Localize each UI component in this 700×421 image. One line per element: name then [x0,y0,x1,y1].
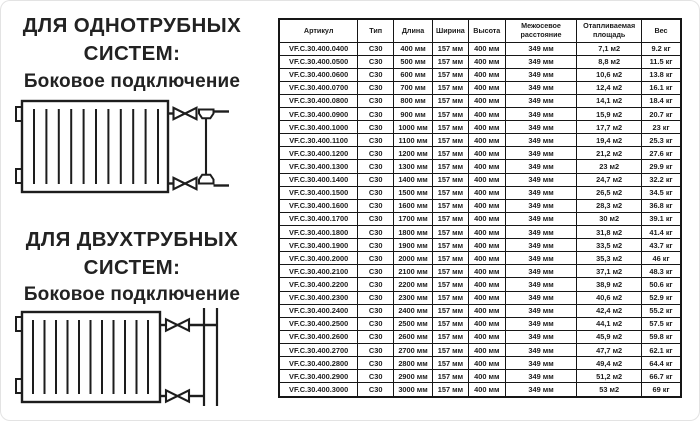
table-cell: 36.8 кг [642,199,681,212]
tee-fitting-top [199,110,214,119]
table-cell: 13.8 кг [642,68,681,81]
column-header: Межосевое расстояние [505,19,577,42]
table-cell: 1500 мм [394,186,433,199]
table-cell: 28,3 м2 [577,199,642,212]
table-cell: C30 [358,147,394,160]
radiator-spec-table [278,18,682,398]
table-cell: 400 мм [468,357,505,370]
table-row [279,265,681,278]
table-row [279,304,681,317]
radiator-fins [33,320,148,394]
table-row [279,370,681,383]
table-cell: C30 [358,304,394,317]
table-cell: 400 мм [468,199,505,212]
table-cell: C30 [358,134,394,147]
table-cell: 157 мм [433,121,469,134]
table-row [279,94,681,107]
table-cell: 2100 мм [394,265,433,278]
table-cell: VF.C.30.400.0800 [279,94,358,107]
table-cell: 400 мм [468,265,505,278]
table-cell: 400 мм [468,317,505,330]
two-pipe-title [6,226,258,282]
two-pipe-diagram [0,306,260,419]
table-cell: 69 кг [642,383,681,397]
table-cell: 400 мм [468,94,505,107]
table-cell: 349 мм [505,212,577,225]
table-row [279,383,681,397]
table-cell: 900 мм [394,108,433,121]
table-cell: 157 мм [433,252,469,265]
table-cell: VF.C.30.400.1800 [279,226,358,239]
table-cell: 400 мм [468,81,505,94]
table-cell: 64.4 кг [642,357,681,370]
table-cell: C30 [358,212,394,225]
two-pipe-scheme-drawing [0,306,260,419]
table-cell: 3000 мм [394,383,433,397]
table-cell: 23 м2 [577,160,642,173]
table-cell: 24,7 м2 [577,173,642,186]
table-cell: 349 мм [505,147,577,160]
table-row [279,317,681,330]
table-cell: 400 мм [394,42,433,55]
table-cell: 30 м2 [577,212,642,225]
radiator-fins [34,109,158,184]
table-cell: 349 мм [505,370,577,383]
table-cell: 157 мм [433,160,469,173]
table-cell: 400 мм [468,134,505,147]
table-cell: 349 мм [505,265,577,278]
table-cell: VF.C.30.400.2700 [279,344,358,357]
spec-table-body [279,42,681,397]
radiator-tab-top [16,107,22,121]
table-cell: 349 мм [505,42,577,55]
column-header: Тип [358,19,394,42]
table-cell: 53 м2 [577,383,642,397]
single-pipe-subtitle: Боковое подключение [23,71,241,92]
table-cell: 349 мм [505,173,577,186]
table-cell: 8,8 м2 [577,55,642,68]
single-pipe-title [6,12,258,68]
table-cell: 400 мм [468,304,505,317]
table-cell: 25.3 кг [642,134,681,147]
valve-icon-top [174,108,197,119]
table-cell: 400 мм [468,108,505,121]
table-cell: 157 мм [433,199,469,212]
table-cell: 157 мм [433,55,469,68]
column-header: Высота [468,19,505,42]
table-cell: 9.2 кг [642,42,681,55]
table-cell: C30 [358,252,394,265]
table-cell: 349 мм [505,357,577,370]
table-cell: 47,7 м2 [577,344,642,357]
table-cell: 55.2 кг [642,304,681,317]
table-cell: VF.C.30.400.2200 [279,278,358,291]
table-cell: C30 [358,265,394,278]
table-cell: C30 [358,186,394,199]
table-cell: 349 мм [505,383,577,397]
table-cell: 800 мм [394,94,433,107]
table-cell: 29.9 кг [642,160,681,173]
table-cell: C30 [358,278,394,291]
table-row [279,134,681,147]
table-cell: 400 мм [468,344,505,357]
table-cell: 2300 мм [394,291,433,304]
table-cell: 157 мм [433,304,469,317]
table-row [279,278,681,291]
table-cell: 400 мм [468,212,505,225]
table-row [279,239,681,252]
column-header: Вес [642,19,681,42]
table-row [279,160,681,173]
table-row [279,55,681,68]
table-cell: 400 мм [468,239,505,252]
table-cell: 349 мм [505,344,577,357]
table-cell: 40,6 м2 [577,291,642,304]
tee-fitting-bottom [199,175,214,184]
table-cell: VF.C.30.400.2500 [279,317,358,330]
table-cell: 400 мм [468,291,505,304]
table-cell: 1000 мм [394,121,433,134]
table-row [279,330,681,343]
table-cell: 400 мм [468,186,505,199]
table-cell: VF.C.30.400.2800 [279,357,358,370]
table-cell: 15,9 м2 [577,108,642,121]
table-cell: VF.C.30.400.1300 [279,160,358,173]
table-cell: 34.5 кг [642,186,681,199]
column-header: Ширина [433,19,469,42]
table-cell: 157 мм [433,357,469,370]
column-header: Артикул [279,19,358,42]
table-cell: 2600 мм [394,330,433,343]
table-cell: 44,1 м2 [577,317,642,330]
table-cell: 2400 мм [394,304,433,317]
schemes-panel [0,0,272,421]
table-cell: 157 мм [433,94,469,107]
radiator-tab-top [16,317,22,331]
single-pipe-title-line2: СИСТЕМ: [83,42,181,65]
table-row [279,81,681,94]
table-cell: 157 мм [433,186,469,199]
table-cell: 157 мм [433,291,469,304]
table-cell: 400 мм [468,252,505,265]
table-cell: C30 [358,291,394,304]
table-cell: 157 мм [433,147,469,160]
table-cell: VF.C.30.400.1700 [279,212,358,225]
column-header: Длина [394,19,433,42]
table-cell: 349 мм [505,186,577,199]
two-pipe-title-line2: СИСТЕМ: [83,256,181,279]
table-cell: 20.7 кг [642,108,681,121]
table-cell: 66.7 кг [642,370,681,383]
table-cell: 35,3 м2 [577,252,642,265]
table-cell: 18.4 кг [642,94,681,107]
table-cell: 400 мм [468,173,505,186]
table-cell: C30 [358,68,394,81]
table-cell: VF.C.30.400.2600 [279,330,358,343]
table-cell: VF.C.30.400.1400 [279,173,358,186]
table-cell: 2200 мм [394,278,433,291]
table-cell: 349 мм [505,199,577,212]
table-cell: 349 мм [505,94,577,107]
table-cell: 400 мм [468,160,505,173]
table-cell: VF.C.30.400.1900 [279,239,358,252]
table-cell: 1200 мм [394,147,433,160]
table-cell: C30 [358,160,394,173]
table-row [279,68,681,81]
table-cell: 26,5 м2 [577,186,642,199]
table-cell: 157 мм [433,173,469,186]
table-cell: 11.5 кг [642,55,681,68]
table-cell: 349 мм [505,81,577,94]
valve-icon-top [166,319,189,330]
single-pipe-scheme-drawing [0,95,260,198]
table-cell: 157 мм [433,370,469,383]
table-cell: C30 [358,94,394,107]
two-pipe-title-line1: ДЛЯ ДВУХТРУБНЫХ [25,228,239,251]
table-cell: 400 мм [468,42,505,55]
table-cell: 37,1 м2 [577,265,642,278]
valve-icon-bottom [174,178,197,189]
table-row [279,252,681,265]
table-cell: VF.C.30.400.1100 [279,134,358,147]
table-cell: VF.C.30.400.0600 [279,68,358,81]
table-cell: C30 [358,370,394,383]
table-row [279,212,681,225]
table-cell: 157 мм [433,68,469,81]
table-cell: 2000 мм [394,252,433,265]
table-cell: 59.8 кг [642,330,681,343]
table-cell: 349 мм [505,252,577,265]
table-cell: 2500 мм [394,317,433,330]
table-cell: VF.C.30.400.0500 [279,55,358,68]
table-cell: 349 мм [505,304,577,317]
table-cell: 157 мм [433,265,469,278]
table-cell: 14,1 м2 [577,94,642,107]
table-cell: VF.C.30.400.0900 [279,108,358,121]
table-cell: VF.C.30.400.0400 [279,42,358,55]
table-cell: 500 мм [394,55,433,68]
table-cell: 157 мм [433,108,469,121]
table-cell: 38,9 м2 [577,278,642,291]
table-cell: 1400 мм [394,173,433,186]
table-cell: 349 мм [505,291,577,304]
table-cell: 7,1 м2 [577,42,642,55]
table-row [279,291,681,304]
table-cell: 42,4 м2 [577,304,642,317]
table-cell: 600 мм [394,68,433,81]
table-cell: 157 мм [433,212,469,225]
table-cell: 157 мм [433,344,469,357]
table-cell: 52.9 кг [642,291,681,304]
table-cell: 400 мм [468,147,505,160]
table-cell: 49,4 м2 [577,357,642,370]
table-cell: C30 [358,42,394,55]
table-cell: 349 мм [505,68,577,81]
table-cell: 50.6 кг [642,278,681,291]
spec-table-header [279,19,681,42]
table-cell: 157 мм [433,226,469,239]
table-cell: 349 мм [505,55,577,68]
table-cell: 400 мм [468,330,505,343]
table-cell: C30 [358,108,394,121]
table-cell: 27.6 кг [642,147,681,160]
table-cell: 157 мм [433,81,469,94]
table-cell: 1600 мм [394,199,433,212]
table-cell: VF.C.30.400.1500 [279,186,358,199]
table-cell: 1900 мм [394,239,433,252]
table-cell: 43.7 кг [642,239,681,252]
table-cell: 400 мм [468,121,505,134]
table-cell: 17,7 м2 [577,121,642,134]
table-cell: 400 мм [468,383,505,397]
table-cell: 157 мм [433,330,469,343]
table-cell: 2900 мм [394,370,433,383]
table-row [279,147,681,160]
table-cell: C30 [358,55,394,68]
table-cell: 349 мм [505,108,577,121]
table-cell: 157 мм [433,134,469,147]
table-row [279,357,681,370]
table-cell: C30 [358,357,394,370]
table-cell: 10,6 м2 [577,68,642,81]
table-row [279,42,681,55]
table-cell: 400 мм [468,226,505,239]
table-row [279,226,681,239]
table-cell: VF.C.30.400.2100 [279,265,358,278]
single-pipe-title-line1: ДЛЯ ОДНОТРУБНЫХ [22,14,242,37]
table-cell: C30 [358,81,394,94]
table-cell: C30 [358,199,394,212]
table-cell: 349 мм [505,278,577,291]
table-cell: 157 мм [433,239,469,252]
table-cell: C30 [358,121,394,134]
table-row [279,108,681,121]
table-cell: C30 [358,344,394,357]
table-cell: VF.C.30.400.2400 [279,304,358,317]
table-cell: 400 мм [468,55,505,68]
table-row [279,186,681,199]
table-cell: 157 мм [433,317,469,330]
table-cell: 1100 мм [394,134,433,147]
table-cell: 45,9 м2 [577,330,642,343]
table-cell: 48.3 кг [642,265,681,278]
column-header: Отапливаемая площадь [577,19,642,42]
two-pipe-subtitle: Боковое подключение [23,284,241,305]
table-cell: 23 кг [642,121,681,134]
table-cell: 157 мм [433,42,469,55]
table-row [279,121,681,134]
single-pipe-diagram [0,95,260,198]
table-cell: 349 мм [505,239,577,252]
table-row [279,344,681,357]
table-cell: 32.2 кг [642,173,681,186]
table-cell: 39.1 кг [642,212,681,225]
table-cell: 157 мм [433,383,469,397]
table-cell: C30 [358,383,394,397]
table-cell: VF.C.30.400.2300 [279,291,358,304]
table-cell: 400 мм [468,278,505,291]
table-cell: 700 мм [394,81,433,94]
table-cell: 349 мм [505,226,577,239]
table-cell: VF.C.30.400.0700 [279,81,358,94]
table-cell: 19,4 м2 [577,134,642,147]
table-cell: 349 мм [505,160,577,173]
table-cell: 12,4 м2 [577,81,642,94]
table-cell: 2800 мм [394,357,433,370]
table-cell: 1800 мм [394,226,433,239]
table-cell: 157 мм [433,278,469,291]
table-cell: 1300 мм [394,160,433,173]
table-cell: 349 мм [505,330,577,343]
table-cell: 349 мм [505,134,577,147]
table-row [279,199,681,212]
table-cell: 46 кг [642,252,681,265]
table-cell: C30 [358,317,394,330]
radiator-tab-bottom [16,169,22,183]
table-cell: 400 мм [468,370,505,383]
spec-table-container [278,18,682,398]
table-cell: 21,2 м2 [577,147,642,160]
table-cell: 1700 мм [394,212,433,225]
table-cell: C30 [358,330,394,343]
table-row [279,173,681,186]
table-cell: VF.C.30.400.1200 [279,147,358,160]
table-cell: VF.C.30.400.3000 [279,383,358,397]
table-cell: 2700 мм [394,344,433,357]
table-cell: C30 [358,173,394,186]
table-cell: 400 мм [468,68,505,81]
table-cell: 16.1 кг [642,81,681,94]
table-cell: 349 мм [505,317,577,330]
table-cell: 33,5 м2 [577,239,642,252]
table-cell: VF.C.30.400.1000 [279,121,358,134]
table-cell: C30 [358,226,394,239]
table-cell: 57.5 кг [642,317,681,330]
table-cell: 51,2 м2 [577,370,642,383]
valve-icon-bottom [166,390,189,401]
table-cell: C30 [358,239,394,252]
table-cell: VF.C.30.400.2900 [279,370,358,383]
table-cell: VF.C.30.400.1600 [279,199,358,212]
table-cell: 41.4 кг [642,226,681,239]
radiator-tab-bottom [16,379,22,393]
table-cell: 31,8 м2 [577,226,642,239]
table-cell: 349 мм [505,121,577,134]
table-cell: VF.C.30.400.2000 [279,252,358,265]
table-cell: 62.1 кг [642,344,681,357]
